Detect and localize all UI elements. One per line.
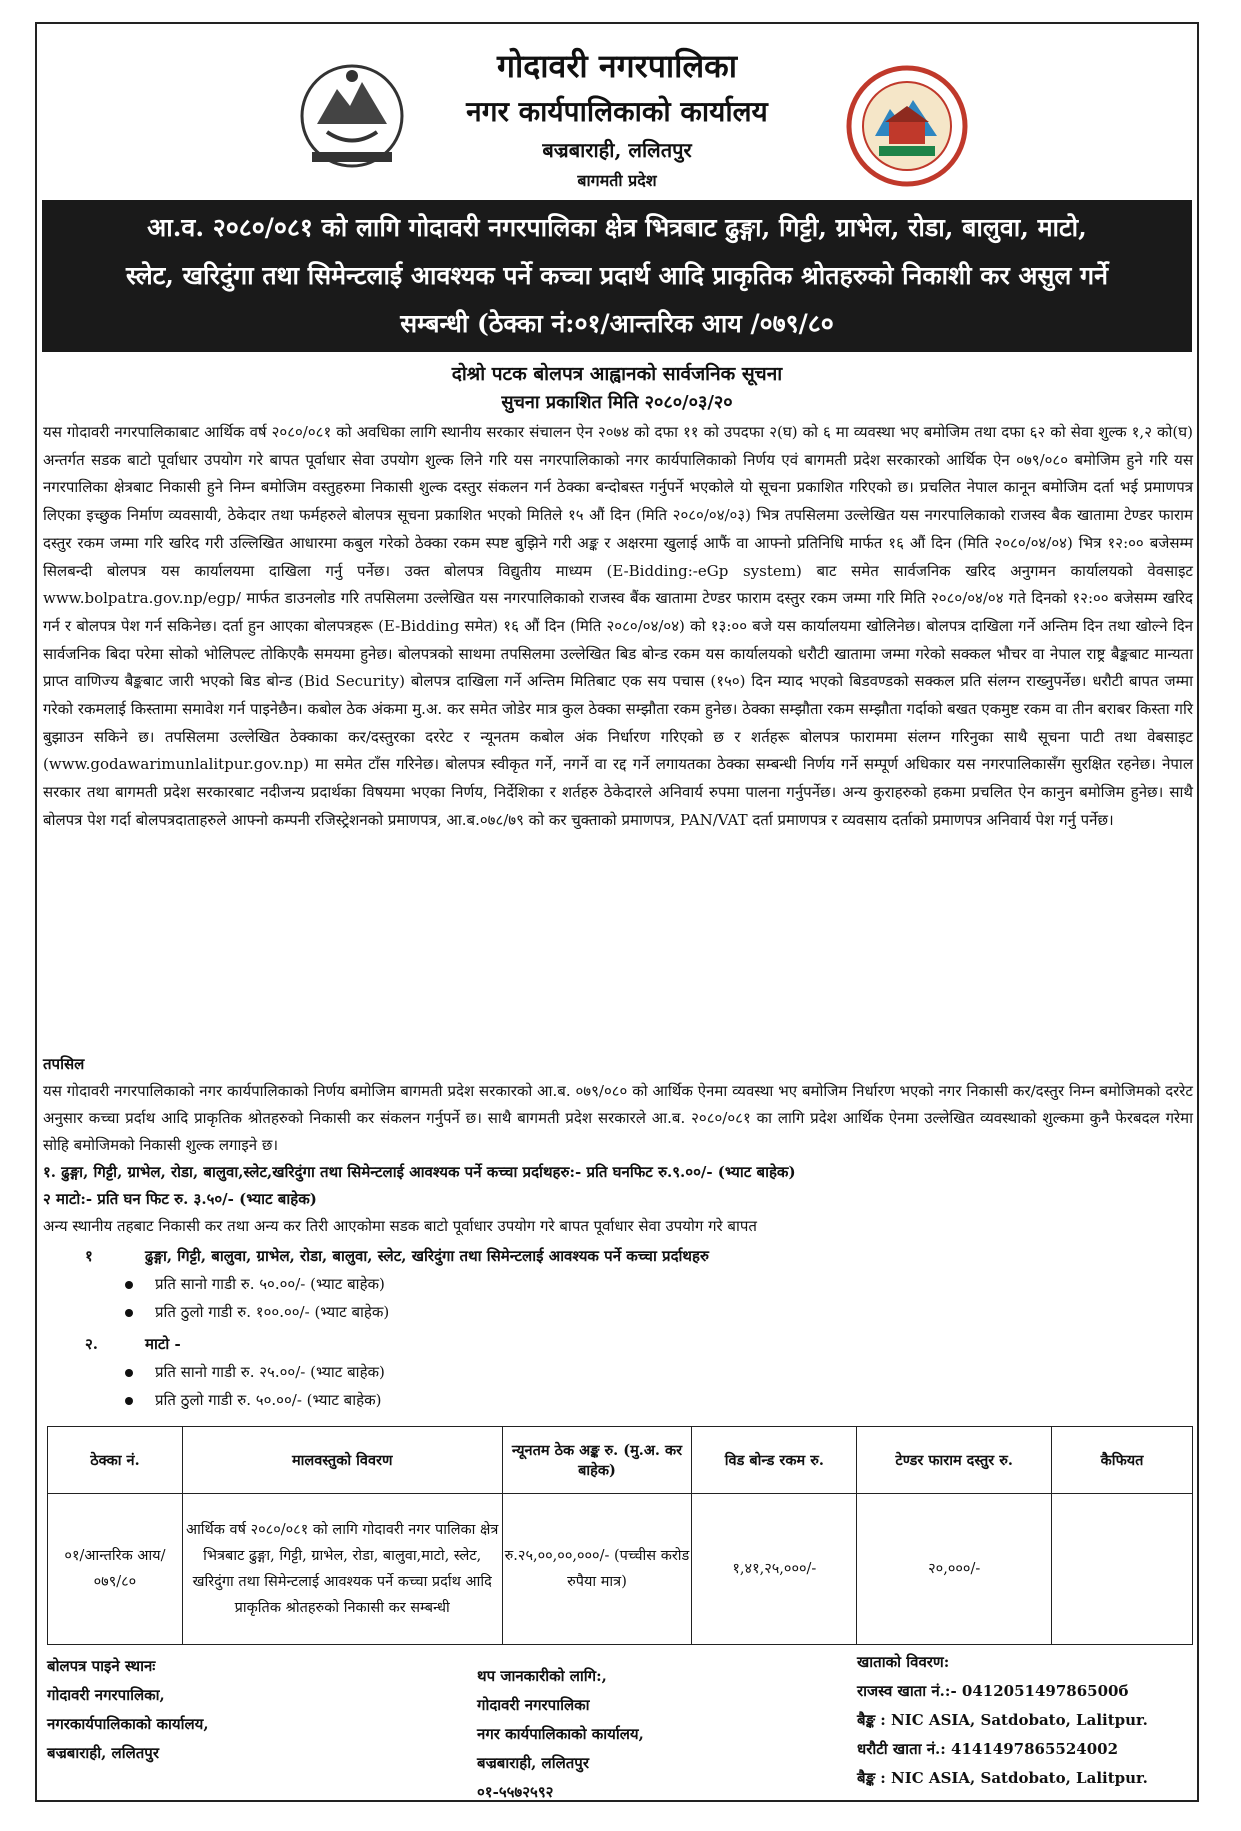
list-item: प्रति ठुलो गाडी रु. १००.००/- (भ्याट बाहेक) bbox=[125, 1302, 389, 1322]
category-label: माटो - bbox=[145, 1335, 181, 1353]
bullet-icon bbox=[125, 1281, 133, 1289]
footer-contact: थप जानकारीको लागि:, गोदावरी नगरपालिका नगर कार्यपालिकाको कार्यालय, बज्रबाराही, ललितपुर ०१-५५७२५९२ bbox=[477, 1667, 644, 1801]
rate-line-stone: १. ढुङ्गा, गिट्टी, ग्राभेल, रोडा, बालुवा,स्लेट,खरिदुंगा तथा सिमेन्टलाई आवश्यक पर्ने कच्चा प्रर्दाथहरु:- प्रति घनफिट रु.९.००/- (भ्याट बाहेक) bbox=[43, 1163, 796, 1181]
table-header: मालवस्तुको विवरण bbox=[182, 1427, 502, 1494]
notice-page bbox=[35, 22, 1199, 1802]
notice-body: यस गोदावरी नगरपालिकाबाट आर्थिक वर्ष २०८०/०८१ को अवधिका लागि स्थानीय सरकार संचालन ऐन २०७४ को दफा ११ को उपदफा २(घ) को ६ मा व्यवस्था भए बमोजिम तथा दफा ६२ को सेवा शुल्क १,२ को(घ) अन्तर्गत सडक बाटो पूर्वाधार उपयोग गरे बापत पूर्वाधार सेवा उपयोग शुल्क लिने गरि यस नगरपालिकाको नगर कार्यपालिकाको निर्णय एवं बागमती प्रदेश सरकारको आर्थिक ऐन ०७९/०८० बमोजिम हुने गरि यस नगरपालिका क्षेत्रबाट निकासी हुने निम्न बमोजिम वस्तुहरुमा निकासी शुल्क दस्तुर संकलन गर्न ठेक्का बन्दोबस्त गर्नुपर्ने भएकोले यो सूचना प्रकाशित गरिएको छ। प्रचलित नेपाल कानून बमोजिम दर्ता भई प्रमाणपत्र लिएका इच्छुक निर्माण व्यवसायी, ठेकेदार तथा फर्महरुले बोलपत्र सूचना प्रकाशित भएको मितिले १५ औं दिन (मिति २०८०/०४/०३) भित्र तपसिलमा उल्लेखित यस नगरपालिकाको राजस्व बैक खातामा टेण्डर फाराम दस्तुर रकम जम्मा गरि खरिद गरी उल्लिखित आधारमा कबुल गरेको ठेक्का रकम स्पष्ट बुझिने गरी अङ्क र अक्षरमा खुलाई आफैं वा आफ्नो प्रतिनिधि मार्फत १६ औं दिन (मिति २०८०/०४/०४) भित्र १२:०० बजेसम्म सिलबन्दी बोलपत्र यस कार्यालयमा दाखिला गर्नु पर्नेछ। उक्त बोलपत्र विद्युतीय माध्यम (E-Bidding:-eGp system) बाट समेत सार्वजनिक खरिद अनुगमन कार्यालयको वेवसाइट www.bolpatra.gov.np/egp/ मार्फत डाउनलोड गरि तपसिलमा उल्लेखित यस नगरपालिकाको राजस्व बैंक खातामा टेण्डर फाराम दस्तुर रकम जम्मा गरि मिति २०८०/०४/०४ गते दिनको १२:०० बजेसम्म खरिद गर्न र बोलपत्र पेश गर्न सकिनेछ। दर्ता हुन आएका बोलपत्रहरू (E-Bidding समेत) १६ औं दिन (मिति २०८०/०४/०४) को १३:०० बजे यस कार्यालयमा खोलिनेछ। बोलपत्र दाखिला गर्ने अन्तिम दिन तथा खोल्ने दिन सार्वजनिक बिदा परेमा सोको भोलिपल्ट तोकिएकै समयमा हुनेछ। बोलपत्रको साथमा तपसिलमा उल्लेखित बिड बोन्ड रकम यस कार्यालयको धरौटी खातामा जम्मा गरेको सक्कल भौचर वा नेपाल राष्ट्र बैङ्कबाट मान्यता प्राप्त वाणिज्य बैङ्कबाट जारी भएको बिड बोन्ड (Bid Security) बोलपत्र दाखिला गर्ने अन्तिम मितिबाट एक सय पचास (१५०) दिन म्याद भएको बिडवण्डको सक्कल प्रति संलग्न राख्नुपर्नेछ। धरौटी बापत जम्मा गरेको रकमलाई किस्तामा समावेश गर्न पाइनेछैन। कबोल ठेक अंकमा मु.अ. कर समेत जोडेर मात्र कुल ठेक्का सम्झौता रकम हुनेछ। ठेक्का सम्झौता रकम सम्झौता गर्दाको बखत एकमुष्ट रकम वा तीन बराबर किस्ता गरि बुझाउन सकिने छ। तपसिलमा उल्लेखित ठेक्काका कर/दस्तुरका दररेट र न्यूनतम कबोल अंक निर्धारण गरिएको छ र शर्तहरू बोलपत्र फाराममा संलग्न गरिनुका साथै सूचना पाटी तथा वेबसाइट (www.godawarimunlalitpur.gov.np) मा समेत टाँस गरिनेछ। बोलपत्र स्वीकृत गर्ने, नगर्ने वा रद्द गर्ने लगायतका ठेक्का सम्बन्धी निर्णय गर्ने सम्पूर्ण अधिकार यस नगरपालिकासँग सुरक्षित रहनेछ। नेपाल सरकार तथा बागमती प्रदेश सरकारबाट नदीजन्य प्रदार्थका विषयमा भएका निर्णय, निर्देशिका र शर्तहरु ठेकेदारले अनिवार्य रुपमा पालना गर्नुपर्नेछ। अन्य कुराहरुको हकमा प्रचलित ऐन कानुन बमोजिम हुनेछ। साथै बोलपत्र पेश गर्दा बोलपत्रदाताहरुले आफ्नो कम्पनी रजिस्ट्रेशनको प्रमाणपत्र, आ.ब.०७८/७९ को कर चुक्ताको प्रमाणपत्र, PAN/VAT दर्ता प्रमाणपत्र र व्यवसाय दर्ताको प्रमाणपत्र अनिवार्य पेश गर्नु पर्नेछ। bbox=[43, 423, 1193, 829]
table-header: विड बोन्ड रकम रु. bbox=[692, 1427, 857, 1494]
notice-banner bbox=[42, 200, 1192, 352]
contract-table bbox=[47, 1426, 1193, 1645]
footer-account-details: खाताको विवरण: राजस्व खाता नं.:- 041205149786500б बैङ्क : NIC ASIA, Satdobato, Lalitpur. धरौटी खाता नं.: 4141497865524002 बैङ्क : NIC ASIA, Satdobato, Lalitpur. bbox=[857, 1653, 1148, 1787]
list-item: प्रति सानो गाडी रु. ५०.००/- (भ्याट बाहेक) bbox=[125, 1274, 385, 1294]
banner-line: आ.व. २०८०/०८१ को लागि गोदावरी नगरपालिका क्षेत्र भित्रबाट ढुङ्गा, गिट्टी, ग्राभेल, रोडा, बालुवा, माटो, bbox=[147, 213, 1087, 242]
description-cell: आर्थिक वर्ष २०८०/०८१ को लागि गोदावरी नगर पालिका क्षेत्र भित्रबाट ढुङ्गा, गिट्टी, ग्राभेल, रोडा, बालुवा,माटो, स्लेट, खरिदुंगा तथा सिमेन्टलाई आवश्यक पर्ने कच्चा प्रर्दाथ आदि प्राकृतिक श्रोतहरुको निकासी कर सम्बन्धी bbox=[182, 1494, 502, 1645]
footer-bid-location: बोलपत्र पाइने स्थानः गोदावरी नगरपालिका, नगरकार्यपालिकाको कार्यालय, बज्रबाराही, ललितपुर bbox=[47, 1657, 209, 1762]
table-header: न्यूनतम ठेक अङ्क रु. (मु.अ. कर बाहेक) bbox=[502, 1427, 692, 1494]
office-name: नगर कार्यपालिकाको कार्यालय bbox=[466, 95, 768, 128]
header bbox=[37, 24, 1197, 202]
min-amount-cell: रु.२५,००,००,०००/- (पच्चीस करोड रुपैया मात्र) bbox=[502, 1494, 692, 1645]
list-item: प्रति ठुलो गाडी रु. ५०.००/- (भ्याट बाहेक) bbox=[125, 1390, 381, 1410]
category-stone bbox=[85, 1246, 709, 1266]
province: बागमती प्रदेश bbox=[577, 171, 657, 190]
table-header: टेण्डर फाराम दस्तुर रु. bbox=[857, 1427, 1052, 1494]
details-paragraph: यस गोदावरी नगरपालिकाको नगर कार्यपालिकाको निर्णय बमोजिम बागमती प्रदेश सरकारको आ.ब. ०७९/०८० को आर्थिक ऐनमा व्यवस्था भए बमोजिम निर्धारण भएको नगर निकासी कर/दस्तुर निम्न बमोजिमको दररेट अनुसार कच्चा प्रर्दाथ आदि प्राकृतिक श्रोतहरुको निकासी कर संकलन गर्नुपर्ने छ। साथै बागमती प्रदेश सरकारले आ.ब. २०८०/०८१ का लागि प्रदेश आर्थिक ऐनमा उल्लेखित व्यवस्थाको शुल्कमा कुनै फेरबदल गरेमा सोहि बमोजिमको निकासी शुल्क लगाइने छ। bbox=[43, 1082, 1193, 1154]
banner-line: स्लेट, खरिदुंगा तथा सिमेन्टलाई आवश्यक पर्ने कच्चा प्रदार्थ आदि प्राकृतिक श्रोतहरुको निकाशी कर असुल गर्ने bbox=[125, 261, 1109, 290]
details-heading: तपसिल bbox=[43, 1055, 85, 1073]
category-soil bbox=[85, 1334, 181, 1354]
contract-number-cell: ०१/आन्तरिक आय/०७९/८० bbox=[48, 1494, 183, 1645]
category-label: ढुङ्गा, गिट्टी, बालुवा, ग्राभेल, रोडा, बालुवा, स्लेट, खरिदुंगा तथा सिमेन्टलाई आवश्यक पर्ने कच्चा प्रर्दाथहरु bbox=[145, 1247, 709, 1265]
bullet-icon bbox=[125, 1397, 133, 1405]
municipality-logo-icon bbox=[845, 64, 970, 189]
notice-date: सुचना प्रकाशित मिति २०८०/०३/२० bbox=[501, 392, 733, 413]
table-header-row bbox=[48, 1427, 1193, 1494]
banner-line: सम्बन्धी (ठेक्का नं:०१/आन्तरिक आय /०७९/८० bbox=[400, 309, 834, 338]
bid-bond-cell: १,४१,२५,०००/- bbox=[692, 1494, 857, 1645]
bullet-icon bbox=[125, 1369, 133, 1377]
category-number: २. bbox=[85, 1335, 99, 1353]
remarks-cell bbox=[1052, 1494, 1193, 1645]
tender-fee-cell: २०,०००/- bbox=[857, 1494, 1052, 1645]
table-row bbox=[48, 1494, 1193, 1645]
list-item: प्रति सानो गाडी रु. २५.००/- (भ्याट बाहेक) bbox=[125, 1362, 385, 1382]
org-name: गोदावरी नगरपालिका bbox=[496, 47, 738, 85]
bullet-icon bbox=[125, 1309, 133, 1317]
office-address: बज्रबाराही, ललितपुर bbox=[542, 138, 692, 162]
category-number: १ bbox=[85, 1247, 93, 1265]
other-tax-line: अन्य स्थानीय तहबाट निकासी कर तथा अन्य कर तिरी आएकोमा सडक बाटो पूर्वाधार उपयोग गरे बापत पूर्वाधार सेवा उपयोग गरे बापत bbox=[43, 1217, 757, 1235]
rate-line-soil: २ माटो:- प्रति घन फिट रु. ३.५०/- (भ्याट बाहेक) bbox=[43, 1190, 317, 1208]
table-header: कैफियत bbox=[1052, 1427, 1193, 1494]
notice-title: दोश्रो पटक बोलपत्र आह्वानको सार्वजनिक सूचना bbox=[451, 363, 783, 385]
table-header: ठेक्का नं. bbox=[48, 1427, 183, 1494]
